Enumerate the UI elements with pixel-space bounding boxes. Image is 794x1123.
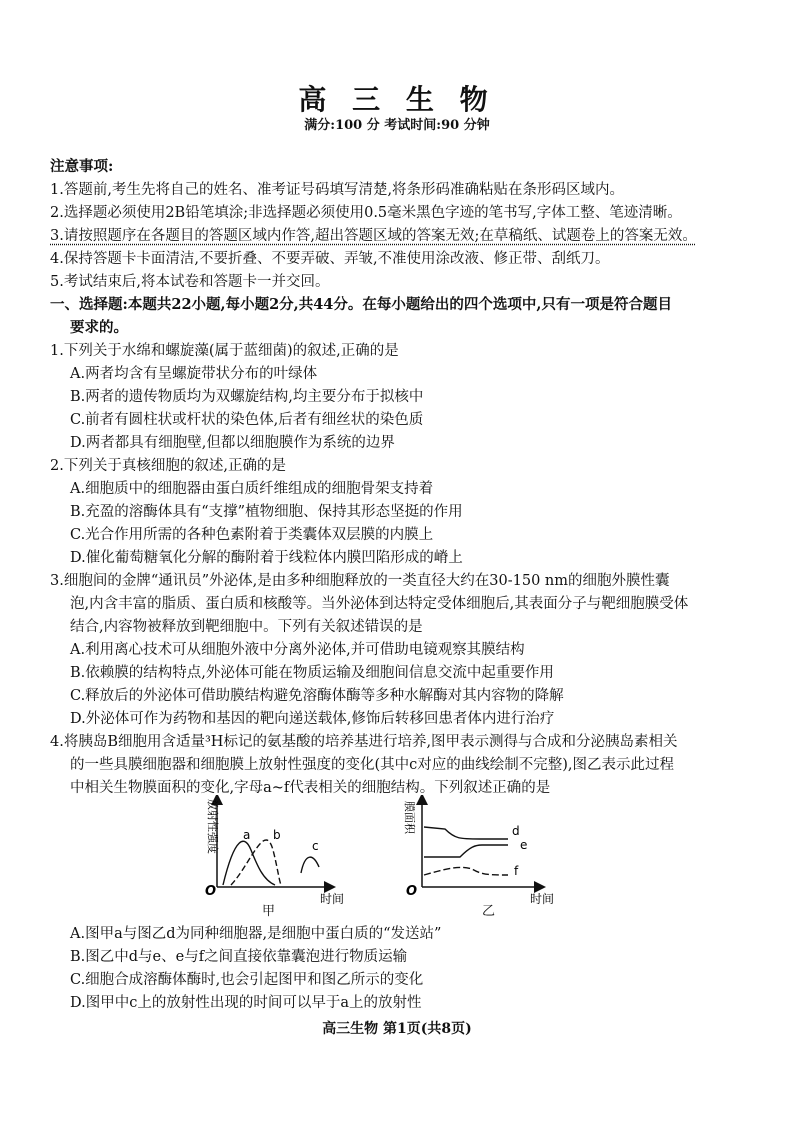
option: B.图乙中d与e、e与f之间直接依靠囊泡进行物质运输 bbox=[70, 949, 408, 965]
option: D.外泌体可作为药物和基因的靶向递送载体,修饰后转移回患者体内进行治疗 bbox=[70, 711, 555, 727]
option: C.光合作用所需的各种色素附着于类囊体双层膜的内膜上 bbox=[70, 527, 434, 543]
question-stem: 1.下列关于水绵和螺旋藻(属于蓝细菌)的叙述,正确的是 bbox=[50, 343, 399, 359]
option: D.两者都具有细胞壁,但都以细胞膜作为系统的边界 bbox=[70, 435, 395, 451]
curve-f bbox=[424, 867, 508, 875]
option: C.细胞合成溶酶体酶时,也会引起图甲和图乙所示的变化 bbox=[70, 972, 424, 988]
curve-label-b: b bbox=[273, 828, 281, 842]
question-stem: 4.将胰岛B细胞用含适量³H标记的氨基酸的培养基进行培养,图甲表示测得与合成和分泌胰岛素相关 bbox=[50, 734, 678, 750]
notice-item: 1.答题前,考生先将自己的姓名、准考证号码填写清楚,将条形码准确粘贴在条形码区域内。 bbox=[50, 182, 625, 198]
option: A.利用离心技术可从细胞外液中分离外泌体,并可借助电镜观察其膜结构 bbox=[70, 642, 525, 658]
option: B.充盈的溶酶体具有“支撑”植物细胞、保持其形态坚挺的作用 bbox=[70, 504, 463, 520]
curve-label-c: c bbox=[312, 839, 319, 853]
x-axis-label: 时间 bbox=[320, 892, 345, 906]
question-stem-cont: 结合,内容物被释放到靶细胞中。下列有关叙述错误的是 bbox=[70, 619, 423, 635]
page-title: 高 三 生 物 bbox=[298, 83, 496, 116]
option: D.图甲中c上的放射性出现的时间可以早于a上的放射性 bbox=[70, 995, 422, 1011]
curve-a bbox=[223, 841, 275, 885]
curve-label-e: e bbox=[520, 838, 528, 852]
figure-caption-jia: 甲 bbox=[262, 904, 276, 919]
y-axis-label: 放射性强度 bbox=[206, 799, 219, 854]
curve-e bbox=[424, 845, 508, 857]
x-axis-label: 时间 bbox=[530, 892, 555, 906]
option: A.细胞质中的细胞器由蛋白质纤维组成的细胞骨架支持着 bbox=[70, 481, 434, 497]
exam-info: 满分:100 分 考试时间:90 分钟 bbox=[304, 118, 490, 133]
origin-label: O bbox=[205, 884, 217, 899]
figure-jia bbox=[195, 795, 365, 915]
page-footer: 高三生物 第1页(共8页) bbox=[322, 1021, 472, 1037]
curve-label-f: f bbox=[514, 864, 519, 878]
option: B.两者的遗传物质均为双螺旋结构,均主要分布于拟核中 bbox=[70, 389, 424, 405]
option: A.图甲a与图乙d为同种细胞器,是细胞中蛋白质的“发送站” bbox=[70, 926, 442, 942]
question-stem-cont: 泡,内含丰富的脂质、蛋白质和核酸等。当外泌体到达特定受体细胞后,其表面分子与靶细胞膜受体 bbox=[70, 596, 689, 612]
section-heading-cont: 要求的。 bbox=[70, 319, 128, 336]
figure-caption-yi: 乙 bbox=[482, 904, 496, 919]
figure-yi bbox=[400, 795, 570, 915]
option: C.前者有圆柱状或杆状的染色体,后者有细丝状的染色质 bbox=[70, 412, 424, 428]
question-stem-cont: 中相关生物膜面积的变化,字母a~f代表相关的细胞结构。下列叙述正确的是 bbox=[70, 780, 551, 796]
notice-item: 2.选择题必须使用2B铅笔填涂;非选择题必须使用0.5毫米黑色字迹的笔书写,字体工整、笔迹清晰。 bbox=[50, 205, 682, 221]
notice-item: 4.保持答题卡卡面清洁,不要折叠、不要弄破、弄皱,不准使用涂改液、修正带、刮纸刀。 bbox=[50, 251, 610, 267]
notice-item: 3.请按照题序在各题目的答题区域内作答,超出答题区域的答案无效;在草稿纸、试题卷上的答案无效。 bbox=[50, 228, 697, 244]
curve-label-a: a bbox=[243, 828, 251, 842]
curve-label-d: d bbox=[512, 824, 520, 838]
notice-heading: 注意事项: bbox=[50, 158, 114, 175]
question-stem: 2.下列关于真核细胞的叙述,正确的是 bbox=[50, 458, 286, 474]
section-heading: 一、选择题:本题共22小题,每小题2分,共44分。在每小题给出的四个选项中,只有一项是符合题目 bbox=[50, 296, 672, 313]
y-axis-label: 膜面积 bbox=[403, 801, 416, 834]
option: A.两者均含有呈螺旋带状分布的叶绿体 bbox=[70, 366, 318, 382]
curve-c bbox=[301, 857, 319, 873]
option: B.依赖膜的结构特点,外泌体可能在物质运输及细胞间信息交流中起重要作用 bbox=[70, 665, 554, 681]
origin-label: O bbox=[406, 884, 418, 899]
question-stem: 3.细胞间的金牌“通讯员”外泌体,是由多种细胞释放的一类直径大约在30-150 nm的细胞外膜性囊 bbox=[50, 573, 670, 589]
notice-item: 5.考试结束后,将本试卷和答题卡一并交回。 bbox=[50, 274, 330, 290]
option: D.催化葡萄糖氧化分解的酶附着于线粒体内膜凹陷形成的嵴上 bbox=[70, 550, 463, 566]
question-stem-cont: 的一些具膜细胞器和细胞膜上放射性强度的变化(其中c对应的曲线绘制不完整),图乙表示此过程 bbox=[70, 757, 675, 773]
option: C.释放后的外泌体可借助膜结构避免溶酶体酶等多种水解酶对其内容物的降解 bbox=[70, 688, 564, 704]
curve-d bbox=[424, 827, 508, 839]
